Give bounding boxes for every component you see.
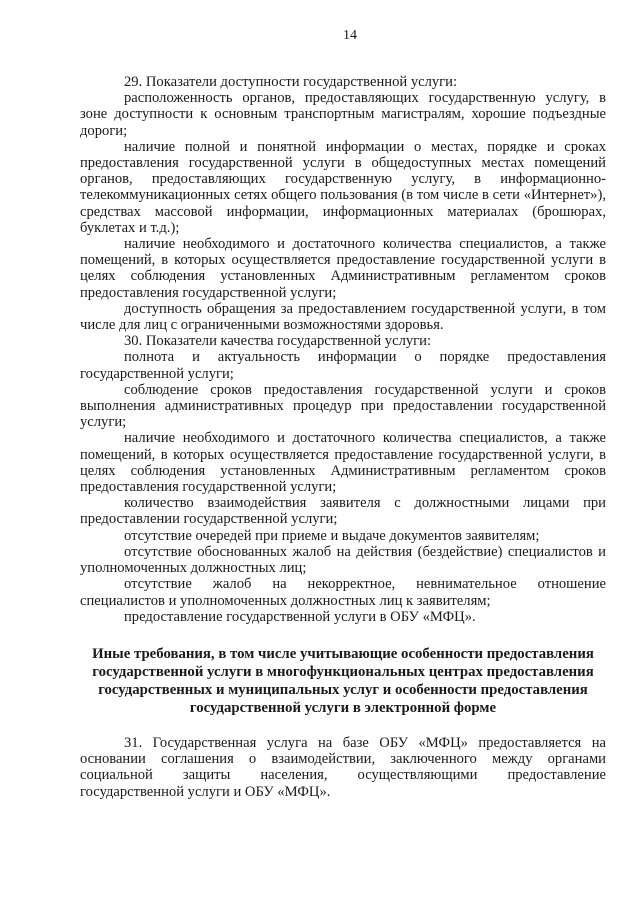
section-30-item: количество взаимодействия заявителя с должностными лицами при предоставлении государственной услуги;: [80, 495, 606, 528]
section-29-item: расположенность органов, предоставляющих государственную услугу, в зоне доступности к основным транспортным магистралям, хорошие подъездные дороги;: [80, 90, 606, 139]
section-30-item: отсутствие жалоб на некорректное, невнимательное отношение специалистов и уполномоченных должностных лиц к заявителям;: [80, 576, 606, 609]
section-heading: Иные требования, в том числе учитывающие особенности предоставления государственной услуги в многофункциональных центрах предоставления государственных и муниципальных услуг и особенности предоставления государственной услуги в электронной форме: [92, 645, 594, 716]
section-30-item: отсутствие обоснованных жалоб на действия (бездействие) специалистов и уполномоченных должностных лиц;: [80, 543, 606, 577]
section-30-item: предоставление государственной услуги в ОБУ «МФЦ».: [124, 608, 476, 625]
section-30-item: соблюдение сроков предоставления государственной услуги и сроков выполнения административных процедур при предоставлении государственной услуги;: [80, 381, 606, 431]
section-31-paragraph: 31. Государственная услуга на базе ОБУ «МФЦ» предоставляется на основании соглашения о взаимодействии, заключенного между органами социальной защиты населения, осуществляющими предоставление государственной услуги и ОБУ «МФЦ».: [80, 734, 606, 800]
section-30-title: 30. Показатели качества государственной услуги:: [124, 333, 432, 350]
section-30-item: отсутствие очередей при приеме и выдаче документов заявителям;: [124, 527, 540, 544]
page-number: 14: [343, 28, 357, 43]
section-30-item: наличие необходимого и достаточного количества специалистов, а также помещений, в которых осуществляется предоставление государственной услуги, в целях соблюдения установленных Административным регламентом сроков предоставления государственной услуги;: [80, 430, 606, 496]
section-29-title: 29. Показатели доступности государственной услуги:: [124, 74, 458, 90]
section-29-item: доступность обращения за предоставлением государственной услуги, в том числе для лиц с ограниченными возможностями здоровья.: [80, 300, 606, 334]
section-30-item: полнота и актуальность информации о порядке предоставления государственной услуги;: [80, 349, 606, 382]
section-29-item: наличие необходимого и достаточного количества специалистов, а также помещений, в которых осуществляется предоставление государственной услуги в целях соблюдения установленных Административным регламентом сроков предоставления государственной услуги;: [80, 236, 606, 301]
section-29-item: наличие полной и понятной информации о местах, порядке и сроках предоставления государственной услуги в общедоступных местах помещений органов, предоставляющих государственную услугу, в информационно-телекоммуникационных сетях общего пользования (в том числе в сети «Интернет»), средствах массовой информации, информационных материалах (брошюрах, буклетах и т.д.);: [80, 138, 606, 236]
